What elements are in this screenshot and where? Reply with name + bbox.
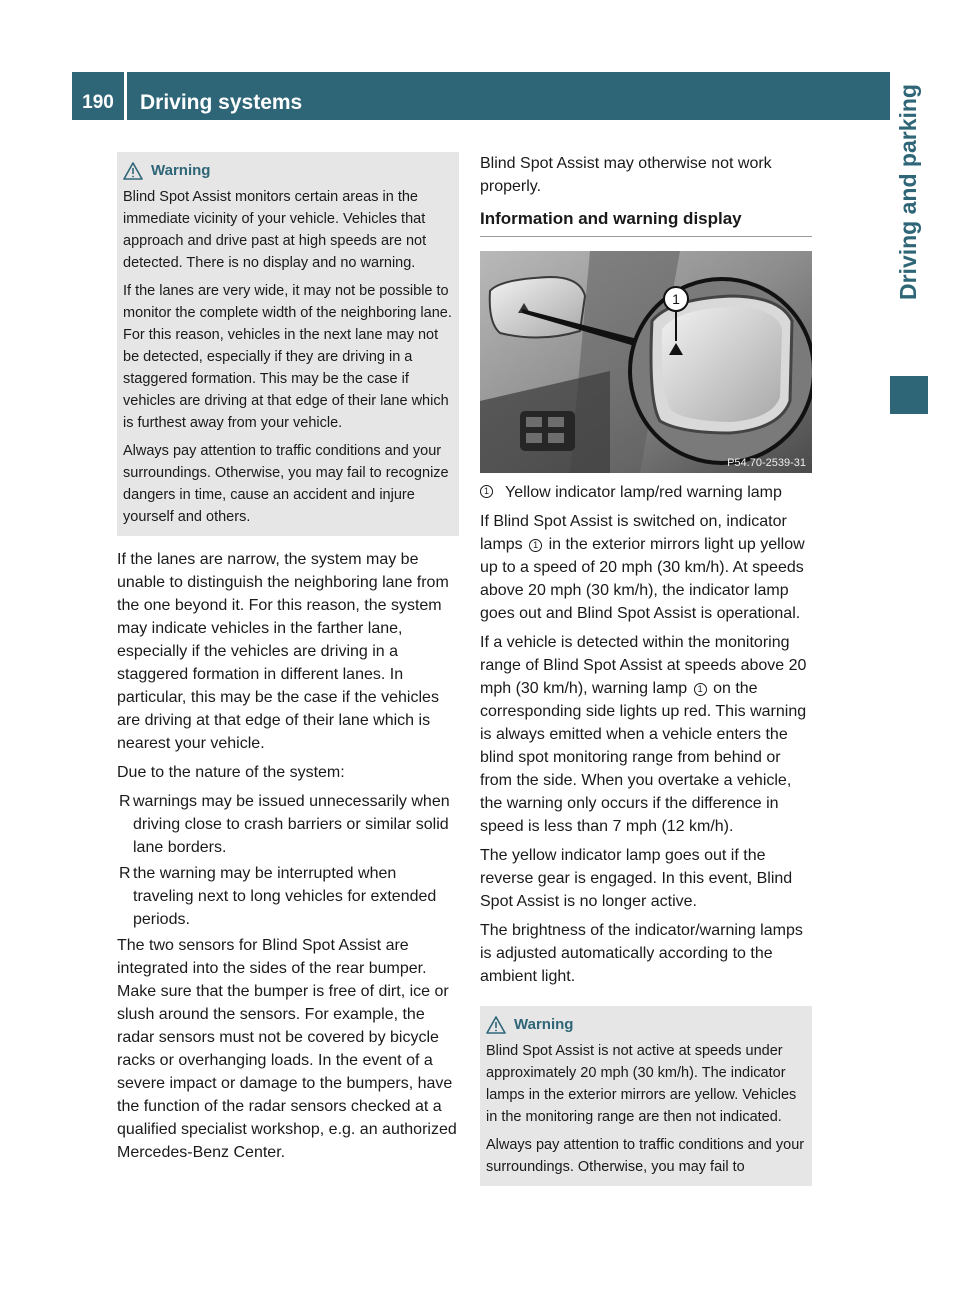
paragraph-indicator-lamps	[480, 510, 812, 625]
list-item-text: warnings may be issued unnecessarily when driving close to crash barriers or similar solid lane borders.	[133, 793, 450, 856]
text-segment: on the corresponding side lights up red. This warning is always emitted when a vehicle enters the blind spot monitoring range from behind or from the side. When you overtake a vehicle, the warning only occurs if the difference in speed is less than 7 mph (12 km/h).	[480, 680, 807, 835]
warning-title: Warning	[514, 1016, 574, 1033]
caption-text: Yellow indicator lamp/red warning lamp	[505, 484, 782, 501]
page-number: 190	[82, 92, 114, 113]
callout-marker: 1	[529, 539, 542, 552]
callout-marker: 1	[480, 485, 493, 498]
warning-paragraph: If the lanes are very wide, it may not be possible to monitor the complete width of the neighboring lane. For this reason, vehicles in the next lane may not be detected, especially if they are driving in a staggered formation. This may be the case if vehicles are driving at that edge of their lane which is furthest away from your vehicle.	[123, 283, 452, 431]
bullet-mark: R	[119, 793, 131, 810]
figure-code: P54.70-2539-31	[727, 457, 806, 469]
bullet-list	[117, 790, 459, 931]
warning-triangle-icon	[486, 1016, 506, 1034]
text-segment: in the exterior mirrors light up yellow up to a speed of 20 mph (30 km/h). At speeds above 20 mph (30 km/h), the indicator lamp goes out and Blind Spot Assist is operational.	[480, 536, 805, 622]
list-item	[117, 862, 459, 931]
left-column	[117, 152, 459, 1170]
paragraph-narrow-lanes: If the lanes are narrow, the system may be unable to distinguish the neighboring lane from the one beyond it. For this reason, the system may indicate vehicles in the farther lane, especially if the vehicles are driving in a staggered formation in different lanes. In particular, this may be the case if the vehicles are driving at that edge of their lane which is nearest your vehicle.	[117, 551, 449, 752]
figure-callout-label: 1	[672, 291, 680, 307]
warning-heading	[486, 1014, 806, 1036]
side-tab-label: Driving and parking	[895, 84, 921, 300]
warning-box	[117, 152, 459, 536]
figure-exterior-mirror	[480, 251, 812, 473]
warning-paragraph: Blind Spot Assist is not active at speeds under approximately 20 mph (30 km/h). The indicator lamps in the exterior mirrors are yellow. Vehicles in the monitoring range are then not indicated.	[486, 1043, 797, 1125]
warning-title: Warning	[151, 162, 211, 179]
subheading-information-warning-display: Information and warning display	[480, 208, 812, 237]
warning-paragraph: Blind Spot Assist monitors certain areas in the immediate vicinity of your vehicle. Vehicles that approach and drive past at high speeds are not detected. There is no display and no warning.	[123, 189, 427, 271]
warning-paragraph: Always pay attention to traffic conditions and your surroundings. Otherwise, you may fail to	[486, 1137, 805, 1175]
right-column	[480, 152, 812, 1186]
paragraph-continuation: Blind Spot Assist may otherwise not work properly.	[480, 155, 772, 195]
list-item-text: the warning may be interrupted when traveling next to long vehicles for extended periods.	[133, 865, 437, 928]
paragraph-brightness: The brightness of the indicator/warning lamps is adjusted automatically according to the ambient light.	[480, 922, 803, 985]
warning-triangle-icon	[123, 162, 143, 180]
figure-caption	[480, 481, 812, 504]
text-segment: If a vehicle is detected within the monitoring range of Blind Spot Assist at speeds above 20 mph (30 km/h), warning lamp	[480, 634, 807, 697]
text-segment: If Blind Spot Assist is switched on, indicator lamps	[480, 513, 787, 553]
warning-box	[480, 1006, 812, 1186]
paragraph-warning-lamp	[480, 631, 812, 838]
bullet-mark: R	[119, 865, 131, 882]
paragraph-system-nature: Due to the nature of the system:	[117, 764, 345, 781]
warning-heading	[123, 160, 453, 182]
paragraph-reverse-gear: The yellow indicator lamp goes out if the reverse gear is engaged. In this event, Blind Spot Assist is no longer active.	[480, 847, 793, 910]
paragraph-sensors: The two sensors for Blind Spot Assist are integrated into the sides of the rear bumper. Make sure that the bumper is free of dirt, ice or slush around the sensors. For example, the radar sensors must not be covered by bicycle racks or overhanging loads. In the event of a severe impact or damage to the bumpers, have the function of the radar sensors checked at a qualified specialist workshop, e.g. an authorized Mercedes-Benz Center.	[117, 937, 457, 1161]
callout-marker: 1	[694, 683, 707, 696]
section-title: Driving systems	[140, 91, 303, 114]
thumb-index-marker	[890, 376, 928, 414]
list-item	[117, 790, 459, 859]
exterior-mirror-illustration	[480, 251, 812, 473]
warning-paragraph: Always pay attention to traffic conditions and your surroundings. Otherwise, you may fail to recognize dangers in time, cause an accident and injure yourself and others.	[123, 443, 449, 525]
header-divider	[124, 72, 127, 120]
